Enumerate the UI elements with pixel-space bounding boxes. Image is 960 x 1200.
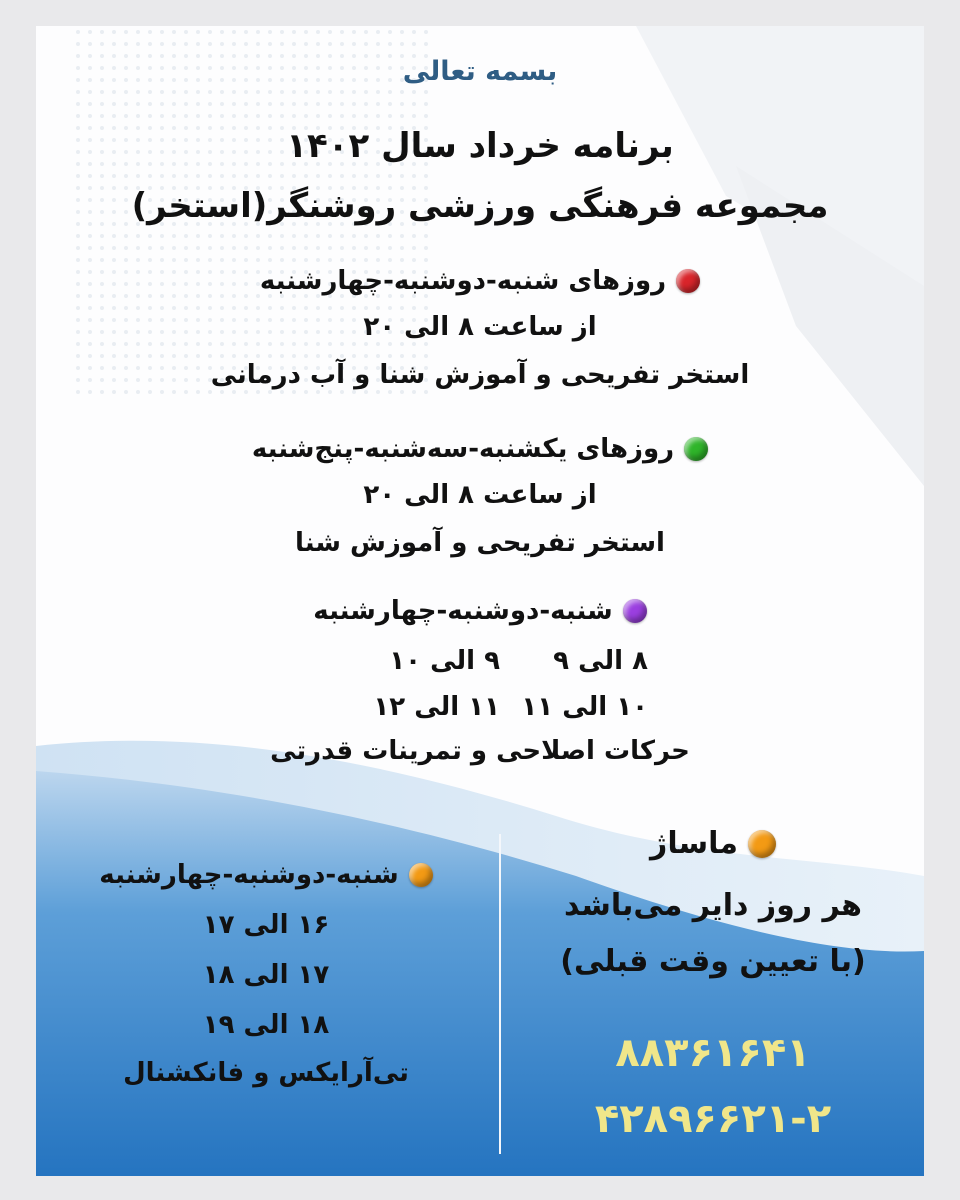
- section1-days-line: [36, 266, 924, 300]
- column-divider: [499, 834, 501, 1154]
- section3-slot-3: ۱۰ الی ۱۱: [521, 692, 648, 722]
- green-dot-icon: [684, 437, 708, 461]
- phone-number-1: ۸۸۳۶۱۶۴۱: [615, 1030, 811, 1076]
- venue-title: مجموعه فرهنگی ورزشی روشنگر(استخر): [131, 186, 829, 226]
- section3-slot-2: ۹ الی ۱۰: [389, 646, 500, 676]
- orange-dot-icon: [748, 830, 776, 858]
- section1-days: روزهای شنبه-دوشنبه-چهارشنبه: [259, 266, 667, 296]
- program-title: برنامه خرداد سال ۱۴۰۲: [286, 126, 674, 166]
- section1-desc: استخر تفریحی و آموزش شنا و آب درمانی: [210, 360, 750, 390]
- massage-line2: (با تعیین وقت قبلی): [560, 944, 866, 979]
- purple-dot-icon: [623, 599, 647, 623]
- trx-slot-2: ۱۷ الی ۱۸: [202, 960, 330, 990]
- section1-hours: از ساعت ۸ الی ۲۰: [363, 312, 597, 342]
- massage-title-line: [502, 826, 924, 866]
- poster: [36, 26, 924, 1176]
- massage-title: ماساژ: [650, 826, 738, 861]
- section2-desc: استخر تفریحی و آموزش شنا: [295, 528, 665, 558]
- trx-desc: تی‌آرایکس و فانکشنال: [123, 1058, 409, 1088]
- trx-slot-1: ۱۶ الی ۱۷: [202, 910, 330, 940]
- red-dot-icon: [676, 269, 700, 293]
- trx-days: شنبه-دوشنبه-چهارشنبه: [99, 860, 399, 890]
- phone-number-2: ۴۲۸۹۶۶۲۱-۲: [594, 1096, 832, 1142]
- basmala: بسمه تعالی: [402, 56, 558, 87]
- section2-days-line: [36, 434, 924, 468]
- section3-slot-1: ۸ الی ۹: [553, 646, 648, 676]
- section3-desc: حرکات اصلاحی و تمرینات قدرتی: [270, 736, 690, 766]
- section3-days: شنبه-دوشنبه-چهارشنبه: [313, 596, 613, 626]
- section3-slot-4: ۱۱ الی ۱۲: [373, 692, 500, 722]
- section3-days-line: [36, 596, 924, 630]
- trx-slot-3: ۱۸ الی ۱۹: [202, 1010, 330, 1040]
- section2-hours: از ساعت ۸ الی ۲۰: [363, 480, 597, 510]
- trx-days-line: [36, 860, 496, 894]
- orange-dot-icon: [409, 863, 433, 887]
- section2-days: روزهای یکشنبه-سه‌شنبه-پنج‌شنبه: [251, 434, 675, 464]
- massage-line1: هر روز دایر می‌باشد: [564, 888, 862, 923]
